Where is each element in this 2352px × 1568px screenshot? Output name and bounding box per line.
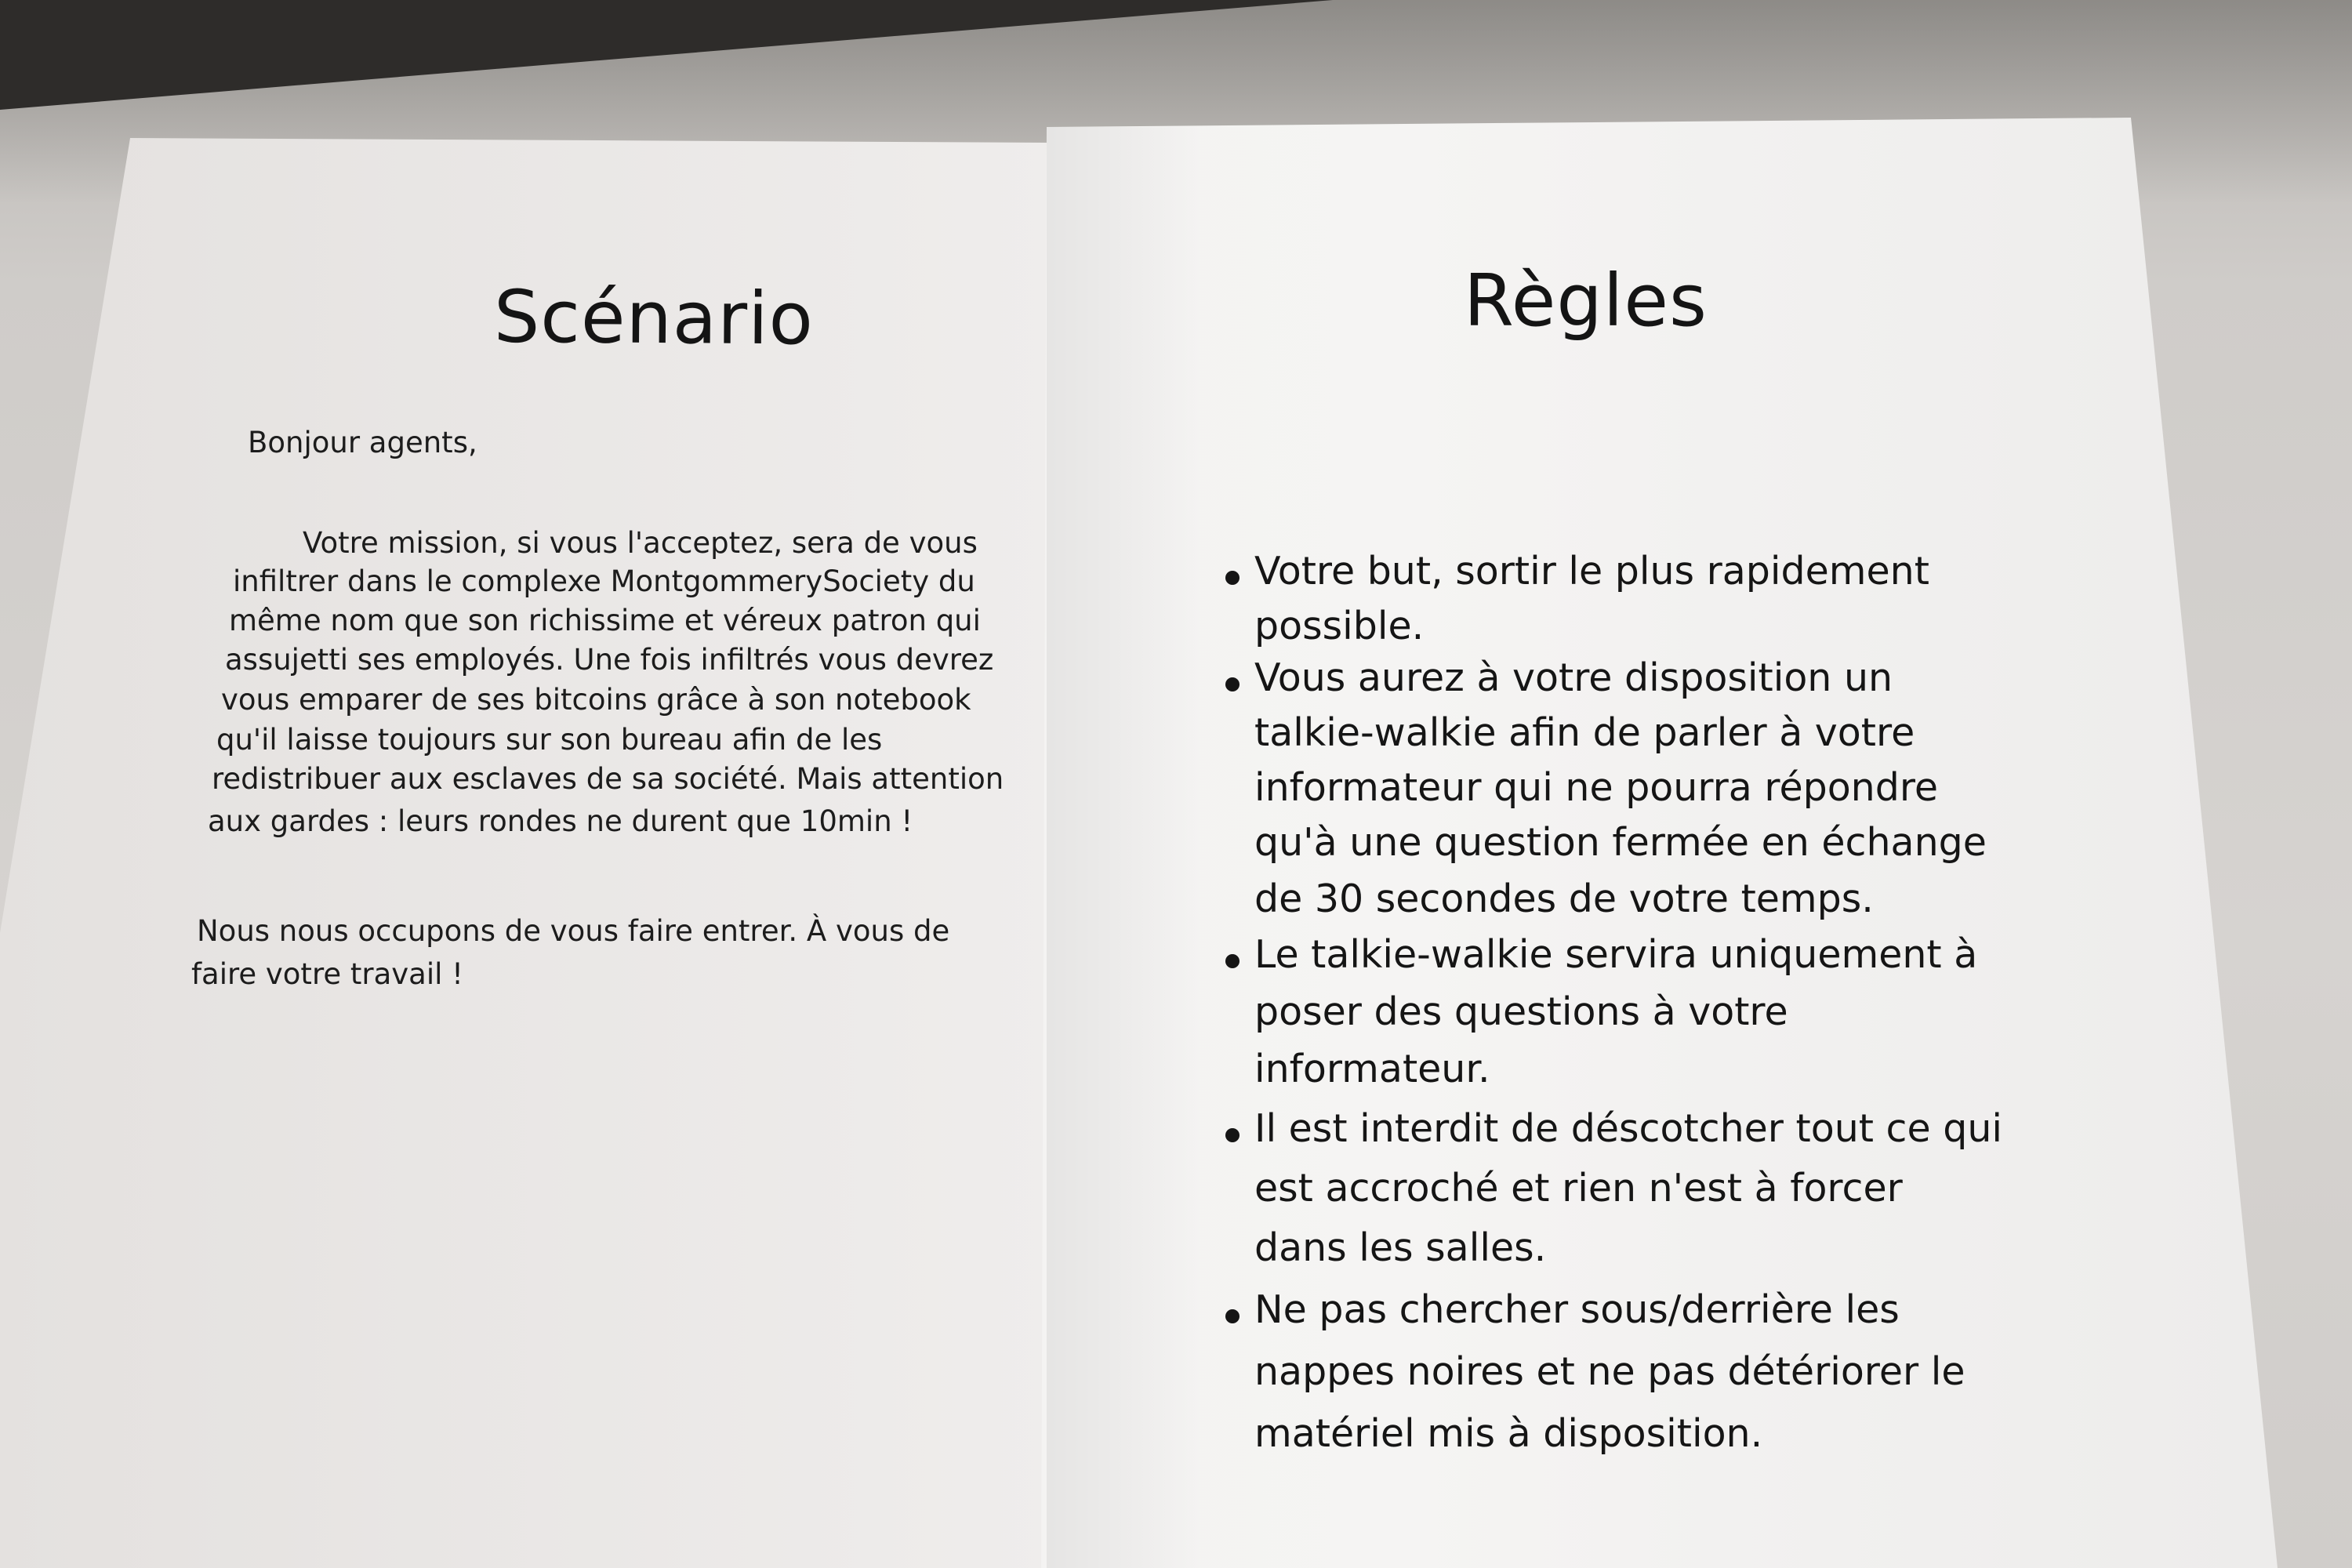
rule-line: nappes noires et ne pas détériorer le <box>1254 1349 1965 1394</box>
bullet-icon <box>1225 1309 1240 1323</box>
rule-line: matériel mis à disposition. <box>1254 1411 1763 1456</box>
rule-line: Le talkie-walkie servira uniquement à <box>1254 932 1978 977</box>
bullet-icon <box>1225 677 1240 691</box>
dark-corner <box>0 0 1333 110</box>
rule-line: qu'à une question fermée en échange <box>1254 820 1987 865</box>
rule-line: Votre but, sortir le plus rapidement <box>1254 549 1929 593</box>
mission-line: redistribuer aux esclaves de sa société. Mais attention <box>212 762 1004 796</box>
rule-line: informateur. <box>1254 1047 1490 1091</box>
mission-line: assujetti ses employés. Une fois infiltrés vous devrez <box>225 643 994 677</box>
rule-line: de 30 secondes de votre temps. <box>1254 877 1874 921</box>
rules-title: Règles <box>1464 259 1708 343</box>
rule-line: est accroché et rien n'est à forcer <box>1254 1166 1903 1210</box>
mission-line: infiltrer dans le complexe MontgommerySociety du <box>233 564 975 598</box>
rule-line: Il est interdit de déscotcher tout ce qui <box>1254 1106 2002 1151</box>
scenario-title: Scénario <box>493 274 815 361</box>
rule-line: possible. <box>1254 604 1425 648</box>
rule-line: talkie-walkie afin de parler à votre <box>1254 710 1915 755</box>
bullet-icon <box>1225 1128 1240 1142</box>
mission-line: Votre mission, si vous l'acceptez, sera de vous <box>303 526 978 560</box>
scenario-greeting: Bonjour agents, <box>248 426 477 459</box>
mission-line: vous emparer de ses bitcoins grâce à son notebook <box>221 683 971 717</box>
sheet-edge-shadow <box>1047 127 1203 1568</box>
closing-line: faire votre travail ! <box>191 957 463 991</box>
rule-line: poser des questions à votre <box>1254 989 1788 1034</box>
mission-line: aux gardes : leurs rondes ne durent que 10min ! <box>208 804 913 838</box>
rule-line: Vous aurez à votre disposition un <box>1254 655 1893 700</box>
bullet-icon <box>1225 571 1240 585</box>
closing-line: Nous nous occupons de vous faire entrer. À vous de <box>197 914 950 948</box>
rule-line: Ne pas chercher sous/derrière les <box>1254 1287 1900 1332</box>
mission-line: qu'il laisse toujours sur son bureau afin de les <box>216 723 883 757</box>
bullet-icon <box>1225 954 1240 968</box>
rule-line: informateur qui ne pourra répondre <box>1254 765 1939 810</box>
mission-line: même nom que son richissime et véreux patron qui <box>229 604 981 637</box>
rule-line: dans les salles. <box>1254 1225 1547 1270</box>
